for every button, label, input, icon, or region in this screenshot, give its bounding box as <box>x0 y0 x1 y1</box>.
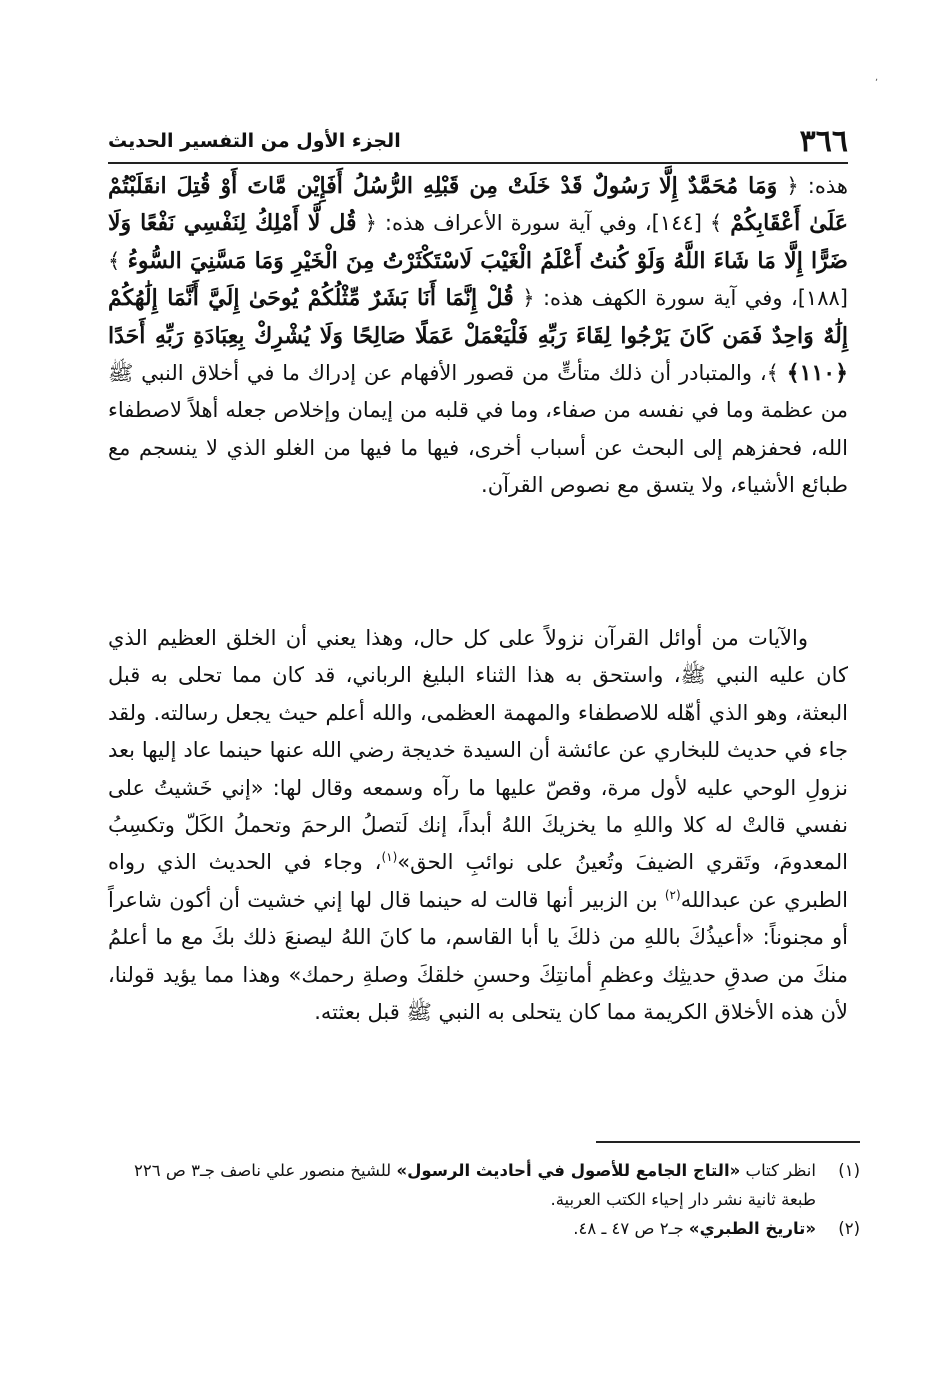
footnote-ref-2[interactable]: (٢) <box>664 887 681 902</box>
paragraph-2-part-1: والآيات من أوائل القرآن نزولاً على كل حال، وهذا يعني أن الخلق العظيم الذي كان عليه النبي ﷺ، واستحق به هذا الثناء البليغ الرباني، قد كان مما تحلى به قبل البعثة، وهو الذي أهّله للاصطفاء والمهمة العظمى، والله أعلم حيث يجعل رسالته. ولقد جاء في حديث للبخاري عن عائشة أن السيدة خديجة رضي الله عنها حينما عاد إليها بعد نزولِ الوحي عليه لأول مرة، وقصّ عليها ما رآه وسمعه وقال لها: «إني خَشيتُ على نفسي قالتْ له كلا واللهِ ما يخزيكَ اللهُ أبداً، إنك لَتصلُ الرحمَ وتحملُ الكَلّ وتكسِبُ المعدومَ، وتَقري الضيفَ وتُعينُ على نوائبِ الحق» <box>108 626 848 875</box>
paragraph-1 <box>108 168 848 505</box>
quran-close-bracket-icon: ﴾ <box>766 361 779 386</box>
footnote-divider <box>596 1141 860 1143</box>
footnote-citation: جـ٢ ص ٤٧ ـ ٤٨. <box>573 1219 684 1238</box>
paragraph-2-part-2: ، وجاء في الحديث الذي رواه الطبري عن عبدالله <box>108 850 848 912</box>
paragraph-1-rest: ، والمتبادر أن ذلك متأتٍّ من قصور الأفهام عن إدراك ما في أخلاق النبي ﷺ من عظمة وما في نفسه من صفاء، وما في قلبه من إيمان وإخلاص جعله أهلاً لاصطفاء الله، فحفزهم إلى البحث عن أسباب أخرى، فيها ما فيها من الغلو الذي لا ينسجم مع طبائع الأشياء، ولا يتسق مع نصوص القرآن. <box>108 361 848 498</box>
footnote-number: (٢) <box>838 1219 860 1238</box>
header-divider <box>108 162 848 164</box>
book-title: «التاج الجامع للأصول في أحاديث الرسول» <box>396 1161 741 1180</box>
footnote-2 <box>108 1214 860 1243</box>
book-title: «تاريخ الطبري» <box>688 1219 816 1238</box>
margin-mark: ʼ <box>874 78 878 89</box>
footnote-number: (١) <box>838 1161 860 1180</box>
footnote-1 <box>108 1156 860 1214</box>
running-title: الجزء الأول من التفسير الحديث <box>108 130 401 152</box>
paragraph-2-part-3: بن الزبير أنها قالت له حينما قال لها إني خشيت أن أكون شاعراً أو مجنوناً: «أعيذُكَ باللهِ من ذلكَ يا أبا القاسم، ما كانَ اللهُ ليصنعَ ذلك بكَ مع ما أعلمُ منكَ من صدقِ حديثِك وعظمِ أمانتِكَ وحسنِ خلقكَ وصلةِ رحمك» وهذا مما يؤيد قولنا، لأن هذه الأخلاق الكريمة مما كان يتحلى به النبي ﷺ قبل بعثته. <box>108 887 848 1025</box>
quran-open-bracket-icon: ﴿ <box>786 174 799 198</box>
footnote-text <box>108 1214 816 1243</box>
footnote-prefix: انظر كتاب <box>745 1161 816 1180</box>
quran-verse-imran: وَمَا مُحَمَّدٌ إِلَّا رَسُولٌ قَدْ خَلَتْ مِن قَبْلِهِ الرُّسُلُ أَفَإِيْن مَّاتَ أَوْ قُتِلَ انقَلَبْتُمْ عَلَىٰ أَعْقَابِكُمْ <box>108 173 848 237</box>
paragraph-1-mid-2: ، وفي آية سورة الكهف هذه: <box>542 286 798 311</box>
quran-close-bracket-icon: ﴾ <box>709 211 723 236</box>
verse-reference-2: [١٨٨] <box>797 286 848 311</box>
quran-open-bracket-icon: ﴿ <box>522 286 535 311</box>
paragraph-1-lead: هذه: <box>807 174 848 198</box>
paragraph-1-mid-1: ، وفي آية سورة الأعراف هذه: <box>384 211 652 236</box>
page-number: ٣٦٦ <box>799 123 848 159</box>
footnotes <box>108 1156 860 1243</box>
quran-close-bracket-icon: ﴾ <box>108 248 121 273</box>
paragraph-2 <box>108 620 848 1031</box>
quran-verse-kahf: قُلْ إِنَّمَا أَنَا بَشَرٌ مِّثْلُكُمْ يُوحَىٰ إِلَيَّ أَنَّمَا إِلَٰهُكُمْ إِلَٰهٌ وَاحِدٌ فَمَن كَانَ يَرْجُوا لِقَاءَ رَبِّهِ فَلْيَعْمَلْ عَمَلًا صَالِحًا وَلَا يُشْرِكْ بِعِبَادَةِ رَبِّهِ أَحَدًا ﴿١١٠﴾ <box>108 285 848 387</box>
footnote-ref-1[interactable]: (١) <box>381 850 398 865</box>
footnote-text <box>108 1156 816 1214</box>
verse-reference-1: [١٤٤] <box>651 211 702 236</box>
quran-open-bracket-icon: ﴿ <box>364 211 377 236</box>
quran-verse-araf: قُل لَّا أَمْلِكُ لِنَفْسِي نَفْعًا وَلَا ضَرًّا إِلَّا مَا شَاءَ اللَّهُ وَلَوْ كُنتُ أَعْلَمُ الْغَيْبَ لَاسْتَكْثَرْتُ مِنَ الْخَيْرِ وَمَا مَسَّنِيَ السُّوءُ <box>108 210 848 274</box>
page-header <box>108 122 848 160</box>
footnote-citation: للشيخ منصور علي ناصف جـ٣ ص ٢٢٦ طبعة ثانية نشر دار إحياء الكتب العربية. <box>134 1161 816 1209</box>
